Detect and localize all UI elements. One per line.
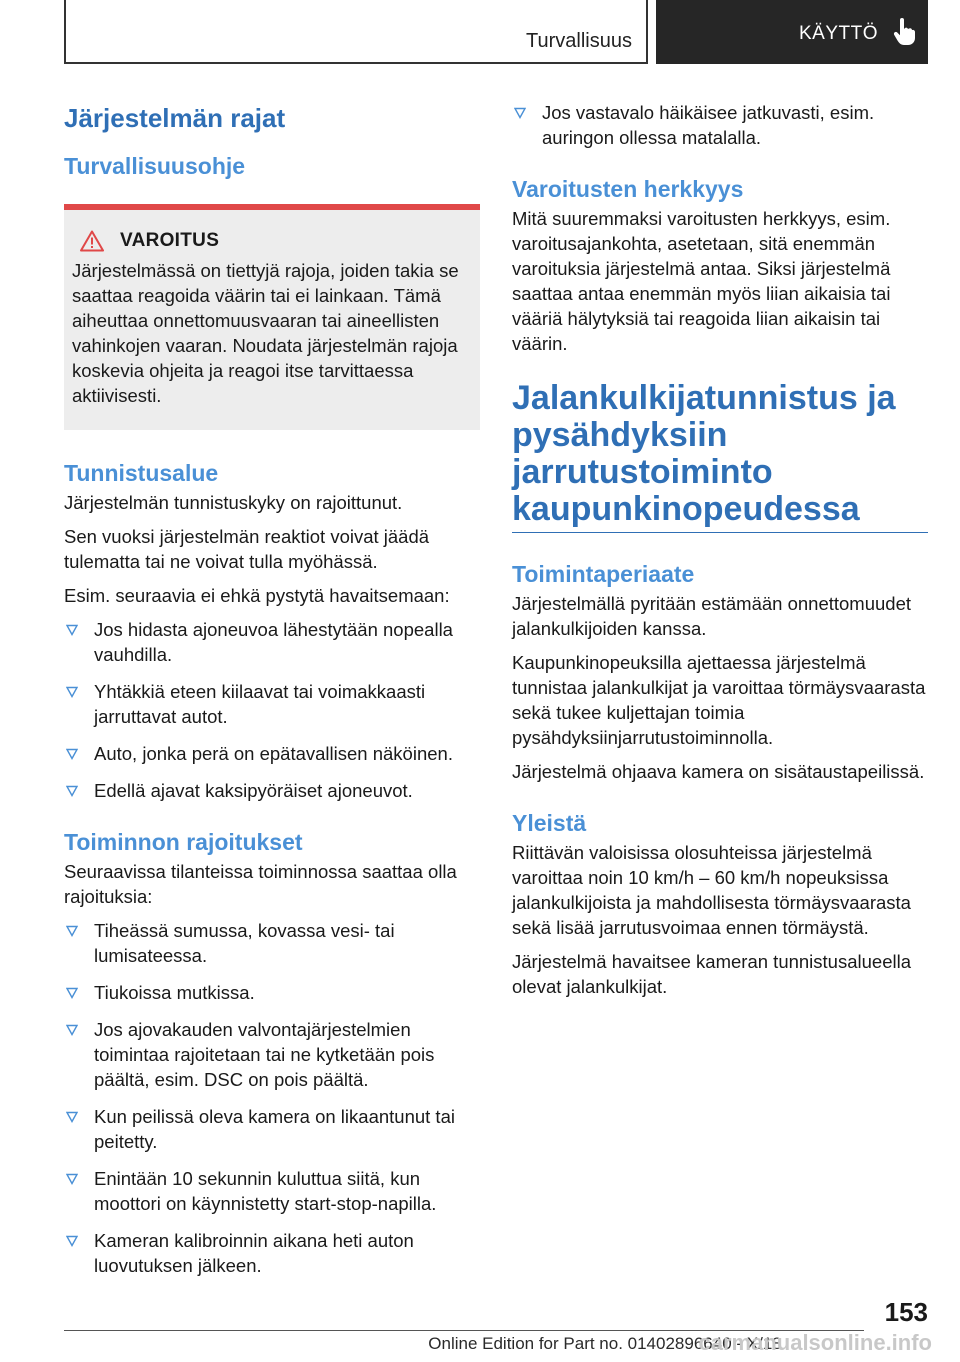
- detection-list: [64, 617, 480, 803]
- warning-text: Järjestelmässä on tiettyjä rajoja, joiden takia se saattaa reagoida väärin tai ei lainkaan. Tämä aiheuttaa onnettomuusvaaran tai aineellisten vahinkojen vaaran. Noudata järjestelmän rajoja koskevia ohjeita ja reagoi itse tarvittaessa aktiivisesti.: [72, 260, 459, 406]
- general-heading: Yleistä: [512, 810, 587, 836]
- triangle-bullet-icon: [66, 1173, 78, 1185]
- chapter-title: KÄYTTÖ: [798, 23, 878, 44]
- triangle-bullet-icon: [514, 107, 526, 119]
- triangle-bullet-icon: [66, 987, 78, 999]
- warning-triangle-icon: [80, 230, 104, 252]
- watermark: carmanualsonline.info: [698, 1330, 932, 1355]
- warning-box: [64, 204, 480, 430]
- continued-list: [512, 100, 928, 150]
- list-item: Jos vastavalo häikäisee jatkuvasti, esim. auringon ollessa matalalla.: [512, 100, 928, 150]
- list-item: Tiukoissa mutkissa.: [64, 980, 480, 1005]
- paragraph: Järjestelmällä pyritään estämään onnettomuudet jalankulkijoiden kanssa.: [512, 593, 912, 639]
- safety-heading: Turvallisuusohje: [64, 153, 246, 179]
- paragraph: Mitä suuremmaksi varoitusten herkkyys, esim. varoitusajankohta, asetetaan, sitä enemmän varoituksia järjestelmä antaa. Siksi järjestelmä saattaa antaa enemmän myös liian aikaisia tai vääriä hälytyksiä tai reagoida liian aikaisin tai väärin.: [512, 208, 891, 354]
- chapter-tab[interactable]: [656, 0, 928, 64]
- header-frame: [64, 0, 648, 64]
- list-item: Kun peilissä oleva kamera on likaantunut tai peitetty.: [64, 1104, 480, 1154]
- list-item: Jos ajovakauden valvontajärjestelmien toimintaa rajoitetaan tai ne kytketään pois päältä, esim. DSC on pois päältä.: [64, 1017, 480, 1092]
- principle-heading: Toimintaperiaate: [512, 561, 695, 587]
- list-item: Kameran kalibroinnin aikana heti auton luovutuksen jälkeen.: [64, 1228, 480, 1278]
- paragraph: Seuraavissa tilanteissa toiminnossa saattaa olla rajoituksia:: [64, 861, 457, 907]
- pedestrian-section-title: Jalankulkijatunnistus ja pysähdyksiin jarrutustoiminto kaupunkinopeudessa: [512, 380, 928, 533]
- list-item: Enintään 10 sekunnin kuluttua siitä, kun moottori on käynnistetty start-stop-napilla.: [64, 1166, 480, 1216]
- page-number: 153: [884, 1297, 928, 1327]
- edition-text: Online Edition for Part no. 01402896640 - X/18: [428, 1334, 782, 1353]
- list-item: Auto, jonka perä on epätavallisen näköinen.: [64, 741, 480, 766]
- triangle-bullet-icon: [66, 748, 78, 760]
- triangle-bullet-icon: [66, 1024, 78, 1036]
- triangle-bullet-icon: [66, 785, 78, 797]
- triangle-bullet-icon: [66, 1111, 78, 1123]
- paragraph: Riittävän valoisissa olosuhteissa järjestelmä varoittaa noin 10 km/h – 60 km/h nopeuksissa jalankulkijoista ja mahdollisesta törmäysvaarasta sekä lisää jarrutusvoimaa ennen törmäystä.: [512, 842, 911, 938]
- paragraph: Kaupunkinopeuksilla ajettaessa järjestelmä tunnistaa jalankulkijat ja varoittaa törmäysvaarasta sekä tukee kuljettajan toimia pysähdyksiinjarrutustoiminnolla.: [512, 652, 926, 748]
- left-column: [64, 100, 480, 1290]
- right-column: [512, 100, 928, 1008]
- list-item: Tiheässä sumussa, kovassa vesi- tai lumisateessa.: [64, 918, 480, 968]
- list-item: Edellä ajavat kaksipyöräiset ajoneuvot.: [64, 778, 480, 803]
- limitations-heading: Toiminnon rajoitukset: [64, 829, 303, 855]
- pointing-hand-icon: [892, 18, 916, 46]
- paragraph: Sen vuoksi järjestelmän reaktiot voivat jäädä tulematta tai ne voivat tulla myöhässä.: [64, 526, 430, 572]
- detection-heading: Tunnistusalue: [64, 460, 219, 486]
- triangle-bullet-icon: [66, 925, 78, 937]
- sensitivity-heading: Varoitusten herkkyys: [512, 176, 744, 202]
- warning-header: [72, 230, 470, 252]
- triangle-bullet-icon: [66, 1235, 78, 1247]
- section-title: Turvallisuus: [526, 30, 632, 52]
- triangle-bullet-icon: [66, 624, 78, 636]
- list-item: Yhtäkkiä eteen kiilaavat tai voimakkaasti jarruttavat autot.: [64, 679, 480, 729]
- limitations-list: [64, 918, 480, 1278]
- paragraph: Esim. seuraavia ei ehkä pystytä havaitsemaan:: [64, 585, 450, 606]
- paragraph: Järjestelmä ohjaava kamera on sisätaustapeilissä.: [512, 761, 925, 782]
- warning-title: VAROITUS: [120, 230, 220, 251]
- list-item: Jos hidasta ajoneuvoa lähestytään nopealla vauhdilla.: [64, 617, 480, 667]
- paragraph: Järjestelmän tunnistuskyky on rajoittunut.: [64, 492, 403, 513]
- chapter-heading: Järjestelmän rajat: [64, 103, 286, 133]
- paragraph: Järjestelmä havaitsee kameran tunnistusalueella olevat jalankulkijat.: [512, 951, 911, 997]
- triangle-bullet-icon: [66, 686, 78, 698]
